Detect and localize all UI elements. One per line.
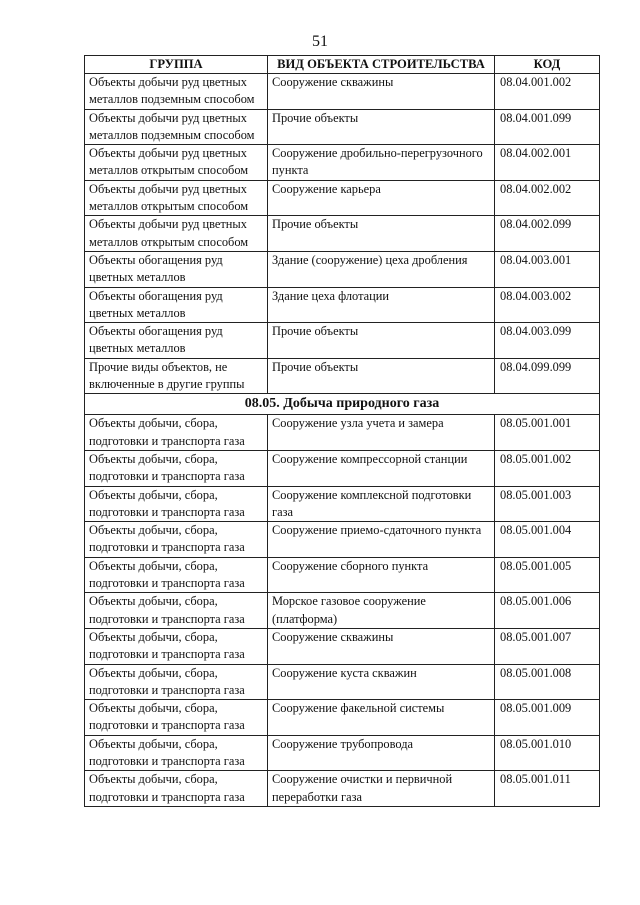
cell-code: 08.05.001.003	[495, 486, 600, 522]
table-row	[85, 557, 600, 593]
cell-group: Объекты добычи, сбора, подготовки и транспорта газа	[85, 664, 268, 700]
cell-group: Объекты обогащения руд цветных металлов	[85, 287, 268, 323]
cell-code: 08.05.001.008	[495, 664, 600, 700]
header-object-type: ВИД ОБЪЕКТА СТРОИТЕЛЬСТВА	[268, 56, 495, 74]
table-row	[85, 735, 600, 771]
cell-object-type: Сооружение факельной системы	[268, 700, 495, 736]
table-row	[85, 522, 600, 558]
table-row	[85, 358, 600, 394]
cell-code: 08.05.001.006	[495, 593, 600, 629]
table-row	[85, 109, 600, 145]
table-row	[85, 771, 600, 807]
cell-group: Объекты добычи, сбора, подготовки и транспорта газа	[85, 415, 268, 451]
cell-object-type: Сооружение комплексной подготовки газа	[268, 486, 495, 522]
table-row	[85, 415, 600, 451]
cell-object-type: Сооружение дробильно-перегрузочного пункта	[268, 145, 495, 181]
cell-code: 08.05.001.001	[495, 415, 600, 451]
cell-group: Объекты добычи, сбора, подготовки и транспорта газа	[85, 771, 268, 807]
header-group: ГРУППА	[85, 56, 268, 74]
cell-object-type: Сооружение скважины	[268, 74, 495, 110]
cell-code: 08.04.002.001	[495, 145, 600, 181]
cell-group: Объекты добычи руд цветных металлов подземным способом	[85, 74, 268, 110]
table-row	[85, 145, 600, 181]
cell-object-type: Здание цеха флотации	[268, 287, 495, 323]
cell-group: Объекты добычи, сбора, подготовки и транспорта газа	[85, 486, 268, 522]
table-row	[85, 593, 600, 629]
cell-group: Объекты добычи руд цветных металлов подземным способом	[85, 109, 268, 145]
cell-object-type: Морское газовое сооружение (платформа)	[268, 593, 495, 629]
table-row	[85, 287, 600, 323]
section-row	[85, 394, 600, 415]
cell-group: Объекты добычи, сбора, подготовки и транспорта газа	[85, 628, 268, 664]
cell-object-type: Сооружение сборного пункта	[268, 557, 495, 593]
cell-object-type: Прочие объекты	[268, 216, 495, 252]
table-row	[85, 180, 600, 216]
table-row	[85, 628, 600, 664]
cell-group: Объекты добычи руд цветных металлов открытым способом	[85, 216, 268, 252]
cell-code: 08.05.001.009	[495, 700, 600, 736]
cell-group: Объекты добычи, сбора, подготовки и транспорта газа	[85, 557, 268, 593]
cell-group: Объекты обогащения руд цветных металлов	[85, 251, 268, 287]
cell-group: Объекты добычи руд цветных металлов открытым способом	[85, 145, 268, 181]
cell-code: 08.05.001.005	[495, 557, 600, 593]
cell-object-type: Прочие объекты	[268, 323, 495, 359]
cell-code: 08.05.001.007	[495, 628, 600, 664]
table-row	[85, 74, 600, 110]
table-row	[85, 323, 600, 359]
table-row	[85, 486, 600, 522]
cell-code: 08.04.001.002	[495, 74, 600, 110]
cell-object-type: Сооружение скважины	[268, 628, 495, 664]
cell-group: Объекты обогащения руд цветных металлов	[85, 323, 268, 359]
cell-object-type: Сооружение трубопровода	[268, 735, 495, 771]
cell-group: Объекты добычи, сбора, подготовки и транспорта газа	[85, 450, 268, 486]
construction-codes-table	[84, 55, 600, 807]
cell-code: 08.05.001.004	[495, 522, 600, 558]
table-row	[85, 664, 600, 700]
cell-group: Объекты добычи, сбора, подготовки и транспорта газа	[85, 735, 268, 771]
header-row	[85, 56, 600, 74]
cell-object-type: Сооружение карьера	[268, 180, 495, 216]
cell-group: Объекты добычи руд цветных металлов открытым способом	[85, 180, 268, 216]
cell-code: 08.04.002.002	[495, 180, 600, 216]
cell-group: Объекты добычи, сбора, подготовки и транспорта газа	[85, 522, 268, 558]
cell-code: 08.04.099.099	[495, 358, 600, 394]
cell-object-type: Сооружение очистки и первичной переработки газа	[268, 771, 495, 807]
cell-object-type: Прочие объекты	[268, 109, 495, 145]
section-title: 08.05. Добыча природного газа	[85, 394, 600, 415]
cell-code: 08.05.001.010	[495, 735, 600, 771]
table-header	[85, 56, 600, 74]
cell-code: 08.04.002.099	[495, 216, 600, 252]
table-row	[85, 450, 600, 486]
cell-code: 08.04.003.002	[495, 287, 600, 323]
cell-code: 08.04.001.099	[495, 109, 600, 145]
cell-code: 08.04.003.001	[495, 251, 600, 287]
cell-object-type: Сооружение приемо-сдаточного пункта	[268, 522, 495, 558]
cell-object-type: Сооружение куста скважин	[268, 664, 495, 700]
page-number: 51	[312, 33, 328, 50]
table-row	[85, 700, 600, 736]
cell-group: Прочие виды объектов, не включенные в другие группы	[85, 358, 268, 394]
table-row	[85, 216, 600, 252]
cell-object-type: Сооружение компрессорной станции	[268, 450, 495, 486]
cell-code: 08.04.003.099	[495, 323, 600, 359]
cell-code: 08.05.001.002	[495, 450, 600, 486]
cell-object-type: Сооружение узла учета и замера	[268, 415, 495, 451]
cell-object-type: Здание (сооружение) цеха дробления	[268, 251, 495, 287]
cell-group: Объекты добычи, сбора, подготовки и транспорта газа	[85, 700, 268, 736]
table-body	[85, 74, 600, 807]
cell-code: 08.05.001.011	[495, 771, 600, 807]
header-code: КОД	[495, 56, 600, 74]
table-row	[85, 251, 600, 287]
cell-group: Объекты добычи, сбора, подготовки и транспорта газа	[85, 593, 268, 629]
cell-object-type: Прочие объекты	[268, 358, 495, 394]
